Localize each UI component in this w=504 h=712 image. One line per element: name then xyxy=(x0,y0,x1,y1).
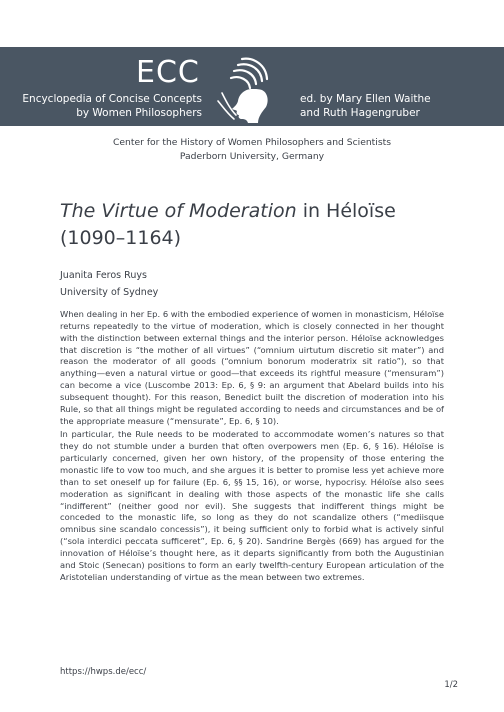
encyclopedia-title-line2: by Women Philosophers xyxy=(76,107,202,119)
body-paragraph: In particular, the Rule needs to be moderated to accommodate women’s natures so that they do not stumble under a burden that often overpowers men (Ep. 6, § 16). Héloïse is particularly concerned, given her own history, of the propensity of those entering the monastic life to vow too much, and she argues it is better to promise less yet achieve more than to set oneself up for failure (Ep. 6, §§ 15, 16), or worse, hypocrisy. Héloïse also sees moderation as significant in dealing with those aspects of the monastic life she calls “indifferent” (neither good nor evil). She suggests that indifferent things might be conceded to the monastic life, so long as they do not scandalize others (“mediisque omnibus sine scandalo concessis”), it being sufficient only to forbid what is actively sinful (“sola interdici peccata sufficeret”, Ep. 6, § 20). Sandrine Bergès (669) has argued for the innovation of Héloïse’s thought here, as it departs significantly from both the Augustinian and Stoic (Senecan) positions to form an early twelfth-century European articulation of the Aristotelian understanding of virtue as the mean between two extremes. xyxy=(60,429,444,582)
header-banner xyxy=(0,47,504,126)
encyclopedia-title-line1: Encyclopedia of Concise Concepts xyxy=(22,93,202,105)
editors-line1: ed. by Mary Ellen Waithe xyxy=(300,93,431,105)
ecc-acronym: ECC xyxy=(136,55,200,90)
editors-line2: and Ruth Hagengruber xyxy=(300,107,420,119)
institution-center: Center for the History of Women Philosophers and Scientists xyxy=(112,137,392,148)
author-block xyxy=(60,267,158,301)
author-name: Juanita Feros Ruys xyxy=(60,270,147,281)
article-title-italic: The Virtue of Moderation xyxy=(60,200,297,222)
article-title-rest: in Héloïse xyxy=(296,200,396,222)
article-title xyxy=(60,198,450,252)
footer-url-link[interactable]: https://hwps.de/ecc/ xyxy=(60,667,147,677)
article-title-dates: (1090–1164) xyxy=(60,227,182,249)
article-body xyxy=(60,309,444,585)
body-paragraph: When dealing in her Ep. 6 with the embodied experience of women in monasticism, Héloïse returns repeatedly to the virtue of moderation, which is closely connected in her thought with the distinction between external things and the interior person. Héloïse acknowledges that discretion is “the mother of all virtues” (“omnium uirtutum discretio sit mater”) and reason the moderator of all goods (“omnium bonorum moderatrix sit ratio”), so that anything—even a natural virtue or good—that exceeds its rightful measure (“mensuram”) can become a vice (Luscombe 2013: Ep. 6, § 9: an argument that Abelard builds into his subsequent thought). For this reason, Benedict built the discretion of moderation into his Rule, so that all things might be regulated according to needs and circumstances and be of the appropriate measure (“mensurate”, Ep. 6, § 10). xyxy=(60,309,444,426)
page-number: 1/2 xyxy=(444,680,458,690)
institution-university: Paderborn University, Germany xyxy=(179,151,325,162)
woman-profile-logo-icon xyxy=(212,53,274,123)
author-affiliation: University of Sydney xyxy=(60,287,159,298)
